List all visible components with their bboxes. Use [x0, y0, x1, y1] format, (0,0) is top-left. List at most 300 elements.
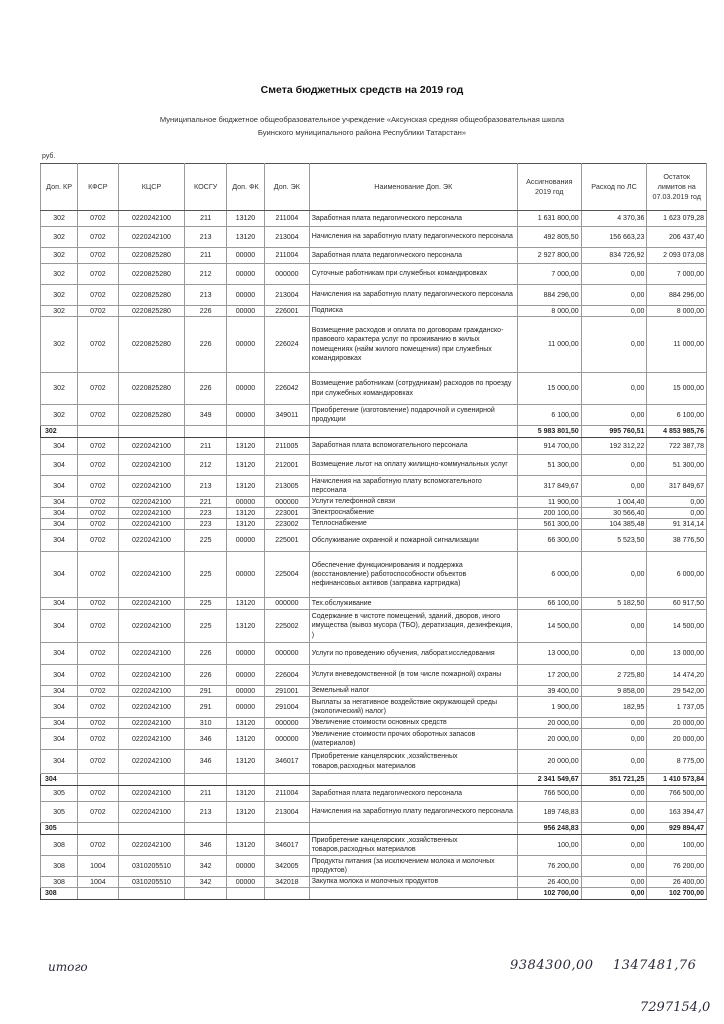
kcsr-cell: 0220825280 — [118, 248, 185, 264]
empty-cell — [226, 774, 264, 786]
dop-ek-cell: 225002 — [265, 610, 310, 643]
remaining-cell: 91 314,14 — [647, 519, 707, 530]
kfsr-cell: 0702 — [78, 729, 118, 750]
kcsr-cell: 0220242100 — [118, 455, 185, 476]
dop-fk-cell: 13120 — [226, 476, 264, 497]
kosgu-cell: 212 — [185, 455, 226, 476]
spent-cell: 0,00 — [581, 306, 647, 317]
dop-kr-cell: 305 — [41, 802, 78, 823]
subtotal-label-cell: 302 — [41, 426, 78, 438]
dop-kr-cell: 308 — [41, 835, 78, 856]
assignments-cell: 6 000,00 — [517, 552, 581, 598]
assignments-cell: 26 400,00 — [517, 877, 581, 888]
dop-ek-cell: 226024 — [265, 317, 310, 373]
document-title: Смета бюджетных средств на 2019 год — [260, 84, 464, 96]
table-row — [41, 438, 707, 455]
name-cell: Возмещение льгот на оплату жилищно-коммунальных услуг — [309, 455, 517, 476]
kcsr-cell: 0220242100 — [118, 802, 185, 823]
kcsr-cell: 0220242100 — [118, 476, 185, 497]
kosgu-cell: 349 — [185, 405, 226, 426]
name-cell: Увеличение стоимости прочих оборотных запасов (материалов) — [309, 729, 517, 750]
kosgu-cell: 213 — [185, 802, 226, 823]
dop-fk-cell: 13120 — [226, 718, 264, 729]
kfsr-cell: 0702 — [78, 665, 118, 686]
kosgu-cell: 225 — [185, 552, 226, 598]
dop-kr-cell: 304 — [41, 643, 78, 665]
subtotal-spent-cell: 0,00 — [581, 888, 647, 900]
subtotal-remaining-cell: 102 700,00 — [647, 888, 707, 900]
kosgu-cell: 223 — [185, 508, 226, 519]
kosgu-cell: 213 — [185, 285, 226, 306]
dop-fk-cell: 00000 — [226, 373, 264, 405]
kosgu-cell: 211 — [185, 248, 226, 264]
dop-fk-cell: 13120 — [226, 786, 264, 802]
kcsr-cell: 0220242100 — [118, 497, 185, 508]
remaining-cell: 6 100,00 — [647, 405, 707, 426]
kfsr-cell: 1004 — [78, 856, 118, 877]
handwritten-total-assignments: 9384300,00 — [510, 958, 594, 973]
dop-fk-cell: 00000 — [226, 665, 264, 686]
kcsr-cell: 0220242100 — [118, 438, 185, 455]
column-header-dop-kr: Доп. КР — [41, 164, 78, 211]
kcsr-cell: 0220242100 — [118, 643, 185, 665]
empty-cell — [309, 426, 517, 438]
remaining-cell: 26 400,00 — [647, 877, 707, 888]
dop-kr-cell: 304 — [41, 718, 78, 729]
remaining-cell: 14 500,00 — [647, 610, 707, 643]
kcsr-cell: 0310205510 — [118, 856, 185, 877]
spent-cell: 0,00 — [581, 729, 647, 750]
kfsr-cell: 0702 — [78, 686, 118, 697]
kfsr-cell: 0702 — [78, 786, 118, 802]
kosgu-cell: 291 — [185, 697, 226, 718]
kfsr-cell: 0702 — [78, 519, 118, 530]
dop-ek-cell: 213005 — [265, 476, 310, 497]
dop-ek-cell: 226004 — [265, 665, 310, 686]
table-row — [41, 835, 707, 856]
dop-fk-cell: 13120 — [226, 729, 264, 750]
table-row — [41, 317, 707, 373]
name-cell: Закупка молока и молочных продуктов — [309, 877, 517, 888]
kfsr-cell: 0702 — [78, 306, 118, 317]
dop-ek-cell: 225004 — [265, 552, 310, 598]
empty-cell — [78, 888, 118, 900]
spent-cell: 9 858,00 — [581, 686, 647, 697]
kcsr-cell: 0220242100 — [118, 519, 185, 530]
spent-cell: 0,00 — [581, 750, 647, 774]
remaining-cell: 1 623 079,28 — [647, 211, 707, 227]
kfsr-cell: 0702 — [78, 211, 118, 227]
subtotal-row — [41, 774, 707, 786]
organization-name-line2: Буинского муниципального района Республики Татарстан» — [257, 128, 467, 137]
assignments-cell: 492 805,50 — [517, 227, 581, 248]
spent-cell: 0,00 — [581, 285, 647, 306]
kosgu-cell: 212 — [185, 264, 226, 285]
assignments-cell: 317 849,67 — [517, 476, 581, 497]
name-cell: Заработная плата вспомогательного персонала — [309, 438, 517, 455]
dop-ek-cell: 213004 — [265, 227, 310, 248]
kcsr-cell: 0220242100 — [118, 750, 185, 774]
remaining-cell: 15 000,00 — [647, 373, 707, 405]
table-row — [41, 306, 707, 317]
dop-kr-cell: 302 — [41, 405, 78, 426]
subtotal-remaining-cell: 4 853 985,76 — [647, 426, 707, 438]
kcsr-cell: 0220242100 — [118, 552, 185, 598]
table-header-row — [41, 164, 707, 211]
budget-table — [40, 163, 707, 900]
kcsr-cell: 0220242100 — [118, 598, 185, 610]
name-cell: Заработная плата педагогического персонала — [309, 786, 517, 802]
subtotal-spent-cell: 351 721,25 — [581, 774, 647, 786]
dop-kr-cell: 304 — [41, 729, 78, 750]
spent-cell: 0,00 — [581, 476, 647, 497]
remaining-cell: 6 000,00 — [647, 552, 707, 598]
kcsr-cell: 0220825280 — [118, 373, 185, 405]
assignments-cell: 15 000,00 — [517, 373, 581, 405]
table-row — [41, 750, 707, 774]
empty-cell — [309, 823, 517, 835]
table-row — [41, 264, 707, 285]
kfsr-cell: 0702 — [78, 248, 118, 264]
kcsr-cell: 0220825280 — [118, 405, 185, 426]
table-row — [41, 373, 707, 405]
assignments-cell: 561 300,00 — [517, 519, 581, 530]
assignments-cell: 1 900,00 — [517, 697, 581, 718]
table-row — [41, 405, 707, 426]
empty-cell — [265, 774, 310, 786]
dop-kr-cell: 304 — [41, 598, 78, 610]
column-header-dop-fk: Доп. ФК — [226, 164, 264, 211]
spent-cell: 5 182,50 — [581, 598, 647, 610]
spent-cell: 0,00 — [581, 405, 647, 426]
assignments-cell: 20 000,00 — [517, 729, 581, 750]
subtotal-remaining-cell: 1 410 573,84 — [647, 774, 707, 786]
kosgu-cell: 213 — [185, 476, 226, 497]
dop-ek-cell: 226042 — [265, 373, 310, 405]
kcsr-cell: 0220242100 — [118, 697, 185, 718]
assignments-cell: 76 200,00 — [517, 856, 581, 877]
assignments-cell: 17 200,00 — [517, 665, 581, 686]
dop-ek-cell: 225001 — [265, 530, 310, 552]
kcsr-cell: 0220242100 — [118, 508, 185, 519]
dop-kr-cell: 304 — [41, 476, 78, 497]
kfsr-cell: 0702 — [78, 438, 118, 455]
dop-ek-cell: 000000 — [265, 598, 310, 610]
remaining-cell: 206 437,40 — [647, 227, 707, 248]
dop-kr-cell: 302 — [41, 285, 78, 306]
column-header-kfsr: КФСР — [78, 164, 118, 211]
kcsr-cell: 0220242100 — [118, 729, 185, 750]
kcsr-cell: 0220242100 — [118, 718, 185, 729]
remaining-cell: 20 000,00 — [647, 729, 707, 750]
column-header-kosgu: КОСГУ — [185, 164, 226, 211]
spent-cell: 0,00 — [581, 373, 647, 405]
name-cell: Обслуживание охранной и пожарной сигнализации — [309, 530, 517, 552]
dop-fk-cell: 13120 — [226, 211, 264, 227]
table-row — [41, 455, 707, 476]
dop-ek-cell: 291001 — [265, 686, 310, 697]
assignments-cell: 39 400,00 — [517, 686, 581, 697]
empty-cell — [226, 888, 264, 900]
dop-fk-cell: 00000 — [226, 405, 264, 426]
dop-fk-cell: 00000 — [226, 643, 264, 665]
assignments-cell: 100,00 — [517, 835, 581, 856]
column-header-name: Наименование Доп. ЭК — [309, 164, 517, 211]
subtotal-row — [41, 426, 707, 438]
remaining-cell: 0,00 — [647, 508, 707, 519]
dop-fk-cell: 13120 — [226, 598, 264, 610]
kcsr-cell: 0220825280 — [118, 306, 185, 317]
assignments-cell: 2 927 800,00 — [517, 248, 581, 264]
table-row — [41, 530, 707, 552]
kfsr-cell: 1004 — [78, 877, 118, 888]
dop-fk-cell: 13120 — [226, 508, 264, 519]
spent-cell: 0,00 — [581, 718, 647, 729]
column-header-assignments: Ассигнования 2019 год — [517, 164, 581, 211]
remaining-cell: 317 849,67 — [647, 476, 707, 497]
kosgu-cell: 346 — [185, 750, 226, 774]
assignments-cell: 13 000,00 — [517, 643, 581, 665]
spent-cell: 0,00 — [581, 317, 647, 373]
kfsr-cell: 0702 — [78, 552, 118, 598]
kfsr-cell: 0702 — [78, 835, 118, 856]
kfsr-cell: 0702 — [78, 643, 118, 665]
dop-kr-cell: 304 — [41, 686, 78, 697]
name-cell: Тех.обслуживание — [309, 598, 517, 610]
dop-kr-cell: 302 — [41, 317, 78, 373]
dop-ek-cell: 342005 — [265, 856, 310, 877]
dop-kr-cell: 304 — [41, 530, 78, 552]
spent-cell: 0,00 — [581, 802, 647, 823]
kosgu-cell: 211 — [185, 211, 226, 227]
table-row — [41, 519, 707, 530]
kfsr-cell: 0702 — [78, 405, 118, 426]
dop-fk-cell: 13120 — [226, 835, 264, 856]
remaining-cell: 11 000,00 — [647, 317, 707, 373]
dop-fk-cell: 00000 — [226, 285, 264, 306]
kosgu-cell: 221 — [185, 497, 226, 508]
name-cell: Услуги вневедомственной (в том числе пожарной) охраны — [309, 665, 517, 686]
table-row — [41, 643, 707, 665]
name-cell: Электроснабжение — [309, 508, 517, 519]
table-row — [41, 227, 707, 248]
empty-cell — [309, 774, 517, 786]
handwritten-total-spent: 1347481,76 — [612, 958, 697, 973]
column-header-spent: Расход по ЛС — [581, 164, 647, 211]
dop-ek-cell: 213004 — [265, 802, 310, 823]
assignments-cell: 7 000,00 — [517, 264, 581, 285]
table-row — [41, 497, 707, 508]
kcsr-cell: 0310205510 — [118, 877, 185, 888]
dop-ek-cell: 226001 — [265, 306, 310, 317]
assignments-cell: 20 000,00 — [517, 750, 581, 774]
dop-fk-cell: 13120 — [226, 610, 264, 643]
assignments-cell: 200 100,00 — [517, 508, 581, 519]
empty-cell — [78, 426, 118, 438]
spent-cell: 4 370,36 — [581, 211, 647, 227]
spent-cell: 1 004,40 — [581, 497, 647, 508]
kfsr-cell: 0702 — [78, 227, 118, 248]
dop-ek-cell: 223002 — [265, 519, 310, 530]
table-row — [41, 877, 707, 888]
spent-cell: 834 726,92 — [581, 248, 647, 264]
kosgu-cell: 225 — [185, 598, 226, 610]
dop-fk-cell: 00000 — [226, 552, 264, 598]
spent-cell: 0,00 — [581, 552, 647, 598]
name-cell: Заработная плата педагогического персонала — [309, 211, 517, 227]
table-row — [41, 248, 707, 264]
name-cell: Начисления на заработную плату педагогического персонала — [309, 285, 517, 306]
dop-ek-cell: 000000 — [265, 497, 310, 508]
dop-ek-cell: 223001 — [265, 508, 310, 519]
empty-cell — [78, 774, 118, 786]
kosgu-cell: 226 — [185, 317, 226, 373]
dop-kr-cell: 304 — [41, 438, 78, 455]
dop-kr-cell: 302 — [41, 227, 78, 248]
empty-cell — [265, 426, 310, 438]
spent-cell: 0,00 — [581, 877, 647, 888]
remaining-cell: 884 296,00 — [647, 285, 707, 306]
dop-ek-cell: 211004 — [265, 211, 310, 227]
table-row — [41, 552, 707, 598]
dop-fk-cell: 13120 — [226, 802, 264, 823]
remaining-cell: 766 500,00 — [647, 786, 707, 802]
table-row — [41, 598, 707, 610]
kfsr-cell: 0702 — [78, 610, 118, 643]
dop-ek-cell: 342018 — [265, 877, 310, 888]
kosgu-cell: 226 — [185, 306, 226, 317]
remaining-cell: 1 737,05 — [647, 697, 707, 718]
kcsr-cell: 0220242100 — [118, 665, 185, 686]
organization-name-line1: Муниципальное бюджетное общеобразовательное учреждение «Аксунская средняя общеобразовательная школа — [159, 115, 565, 124]
kcsr-cell: 0220242100 — [118, 211, 185, 227]
subtotal-assignments-cell: 5 983 801,50 — [517, 426, 581, 438]
spent-cell: 192 312,22 — [581, 438, 647, 455]
subtotal-label-cell: 308 — [41, 888, 78, 900]
assignments-cell: 66 100,00 — [517, 598, 581, 610]
remaining-cell: 7 000,00 — [647, 264, 707, 285]
subtotal-remaining-cell: 929 894,47 — [647, 823, 707, 835]
dop-fk-cell: 13120 — [226, 750, 264, 774]
dop-fk-cell: 00000 — [226, 856, 264, 877]
subtotal-assignments-cell: 956 248,83 — [517, 823, 581, 835]
subtotal-row — [41, 888, 707, 900]
dop-fk-cell: 00000 — [226, 497, 264, 508]
remaining-cell: 163 394,47 — [647, 802, 707, 823]
subtotal-assignments-cell: 2 341 549,67 — [517, 774, 581, 786]
name-cell: Подписка — [309, 306, 517, 317]
table-row — [41, 786, 707, 802]
kcsr-cell: 0220242100 — [118, 610, 185, 643]
currency-units: руб. — [42, 153, 56, 160]
name-cell: Услуги телефонной связи — [309, 497, 517, 508]
assignments-cell: 8 000,00 — [517, 306, 581, 317]
dop-kr-cell: 308 — [41, 856, 78, 877]
dop-kr-cell: 302 — [41, 248, 78, 264]
table-row — [41, 718, 707, 729]
empty-cell — [185, 823, 226, 835]
table-row — [41, 802, 707, 823]
table-row — [41, 211, 707, 227]
kfsr-cell: 0702 — [78, 455, 118, 476]
remaining-cell: 0,00 — [647, 497, 707, 508]
dop-fk-cell: 13120 — [226, 519, 264, 530]
kosgu-cell: 342 — [185, 877, 226, 888]
dop-fk-cell: 00000 — [226, 306, 264, 317]
kfsr-cell: 0702 — [78, 530, 118, 552]
spent-cell: 156 663,23 — [581, 227, 647, 248]
name-cell: Суточные работникам при служебных командировках — [309, 264, 517, 285]
dop-fk-cell: 13120 — [226, 438, 264, 455]
kfsr-cell: 0702 — [78, 802, 118, 823]
remaining-cell: 14 474,20 — [647, 665, 707, 686]
kfsr-cell: 0702 — [78, 373, 118, 405]
name-cell: Заработная плата педагогического персонала — [309, 248, 517, 264]
dop-ek-cell: 212001 — [265, 455, 310, 476]
kosgu-cell: 226 — [185, 665, 226, 686]
name-cell: Продукты питания (за исключением молока и молочных продуктов) — [309, 856, 517, 877]
dop-kr-cell: 302 — [41, 264, 78, 285]
table-row — [41, 610, 707, 643]
name-cell: Обеспечение функционирования и поддержка (восстановление) работоспособности объектов нефинансовых активов (заправка картриджа) — [309, 552, 517, 598]
kfsr-cell: 0702 — [78, 697, 118, 718]
kosgu-cell: 225 — [185, 610, 226, 643]
remaining-cell: 29 542,00 — [647, 686, 707, 697]
spent-cell: 0,00 — [581, 786, 647, 802]
kosgu-cell: 211 — [185, 786, 226, 802]
kosgu-cell: 211 — [185, 438, 226, 455]
spent-cell: 0,00 — [581, 835, 647, 856]
subtotal-label-cell: 304 — [41, 774, 78, 786]
empty-cell — [309, 888, 517, 900]
remaining-cell: 60 917,50 — [647, 598, 707, 610]
dop-fk-cell: 00000 — [226, 317, 264, 373]
assignments-cell: 1 631 800,00 — [517, 211, 581, 227]
name-cell: Приобретение (изготовление) подарочной и сувенирной продукции — [309, 405, 517, 426]
assignments-cell: 914 700,00 — [517, 438, 581, 455]
subtotal-spent-cell: 0,00 — [581, 823, 647, 835]
remaining-cell: 13 000,00 — [647, 643, 707, 665]
dop-ek-cell: 000000 — [265, 729, 310, 750]
dop-kr-cell: 305 — [41, 786, 78, 802]
name-cell: Начисления на заработную плату педагогического персонала — [309, 227, 517, 248]
name-cell: Начисления на заработную плату вспомогательного персонала — [309, 476, 517, 497]
dop-ek-cell: 000000 — [265, 264, 310, 285]
remaining-cell: 20 000,00 — [647, 718, 707, 729]
kosgu-cell: 226 — [185, 373, 226, 405]
column-header-dop-ek: Доп. ЭК — [265, 164, 310, 211]
spent-cell: 5 523,50 — [581, 530, 647, 552]
kcsr-cell: 0220825280 — [118, 317, 185, 373]
column-header-kcsr: КЦСР — [118, 164, 185, 211]
dop-fk-cell: 00000 — [226, 248, 264, 264]
kcsr-cell: 0220825280 — [118, 285, 185, 306]
empty-cell — [265, 823, 310, 835]
name-cell: Теплоснабжение — [309, 519, 517, 530]
dop-kr-cell: 302 — [41, 306, 78, 317]
dop-ek-cell: 213004 — [265, 285, 310, 306]
kcsr-cell: 0220242100 — [118, 530, 185, 552]
spent-cell: 182,95 — [581, 697, 647, 718]
dop-kr-cell: 304 — [41, 552, 78, 598]
name-cell: Увеличение стоимости основных средств — [309, 718, 517, 729]
kosgu-cell: 346 — [185, 835, 226, 856]
name-cell: Приобретение канцелярских ,хозяйственных товаров,расходных материалов — [309, 750, 517, 774]
kcsr-cell: 0220242100 — [118, 227, 185, 248]
handwritten-total-label: итого — [48, 960, 88, 974]
subtotal-assignments-cell: 102 700,00 — [517, 888, 581, 900]
table-row — [41, 729, 707, 750]
